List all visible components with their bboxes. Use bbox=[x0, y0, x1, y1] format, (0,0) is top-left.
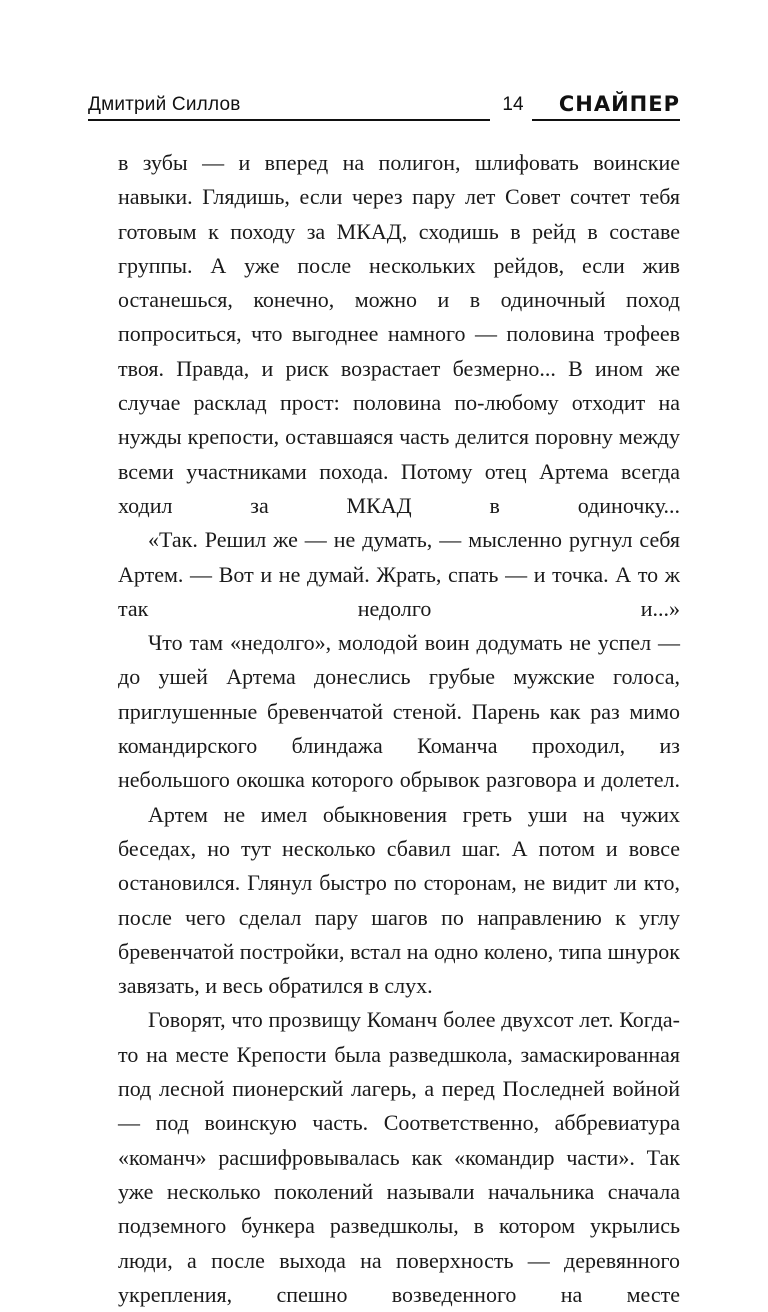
book-title: СНАЙПЕР bbox=[558, 92, 680, 116]
header-rule-left bbox=[88, 119, 490, 121]
header-rule-right bbox=[532, 119, 680, 121]
paragraph: «Так. Решил же — не думать, — мысленно ругнул себя Артем. — Вот и не думай. Жрать, спать — и точка. А то ж так недолго и...» bbox=[118, 527, 680, 621]
paragraph: Говорят, что прозвищу Команч более двухсот лет. Когда-то на месте Крепости была разведшкола, замаскированная под лесной пионерский лагерь, а перед Последней войной — под воинскую часть. Соответственно, аббревиатура «команч» расшифровывалась как «командир части». Так уже несколько поколений называли начальника сначала подземного бункера разведшколы, в котором укрылись люди, а после выхода на поверхность — деревянного укрепления, спешно возведенного на месте bbox=[118, 1007, 680, 1307]
page-number: 14 bbox=[502, 94, 524, 115]
paragraph: Что там «недолго», молодой воин додумать не успел — до ушей Артема донеслись грубые мужские голоса, приглушенные бревенчатой стеной. Парень как раз мимо командирского блиндажа Команча проходил, из небольшого окошка которого обрывок разговора и долетел. bbox=[118, 630, 680, 793]
paragraph-continued: в зубы — и вперед на полигон, шлифовать воинские навыки. Глядишь, если через пару лет Совет сочтет тебя готовым к походу за МКАД, сходишь в рейд в составе группы. А уже после нескольких рейдов, если жив останешься, конечно, можно и в одиночный поход попроситься, что выгоднее намного — половина трофеев твоя. Правда, и риск возрастает безмерно... В ином же случае расклад прост: половина по-любому отходит на нужды крепости, оставшаяся часть делится поровну между всеми участниками похода. Потому отец Артема всегда ходил за МКАД в одиночку... bbox=[118, 150, 680, 518]
running-header bbox=[88, 92, 680, 122]
paragraph: Артем не имел обыкновения греть уши на чужих беседах, но тут несколько сбавил шаг. А потом и вовсе остановился. Глянул быстро по сторонам, не видит ли кто, после чего сделал пару шагов по направлению к углу бревенчатой постройки, встал на одно колено, типа шнурок завязать, и весь обратился в слух. bbox=[118, 801, 680, 999]
author-name: Дмитрий Силлов bbox=[88, 94, 241, 115]
page-body-text bbox=[118, 146, 680, 1312]
